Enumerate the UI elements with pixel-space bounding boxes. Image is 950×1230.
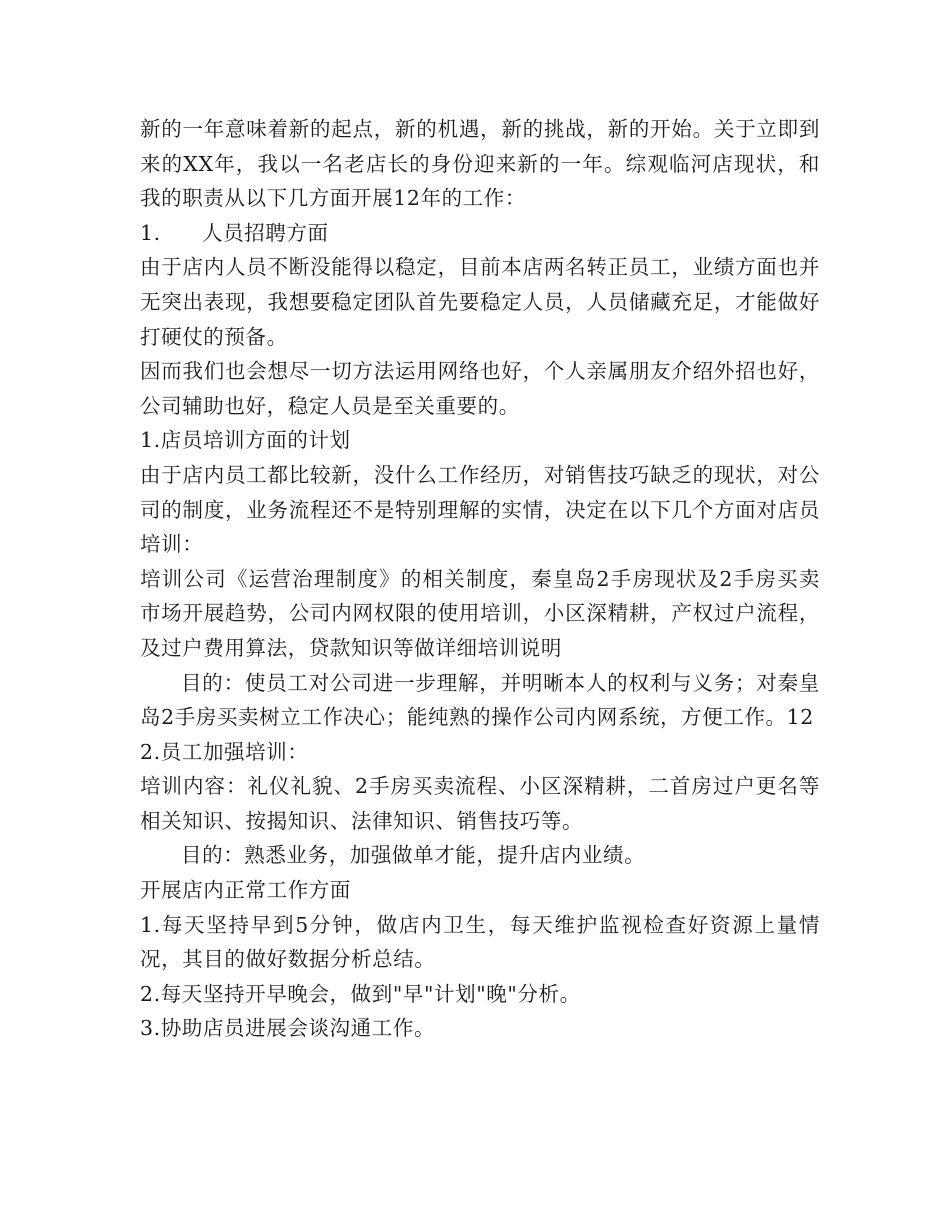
paragraph-training-goal: 目的：使员工对公司进一步理解，并明晰本人的权利与义务；对秦皇岛2手房买卖树立工作决心；能纯熟的操作公司内网系统，方便工作。12 [140, 670, 820, 730]
heading-daily-work: 开展店内正常工作方面 [140, 878, 351, 903]
paragraph-intro: 新的一年意味着新的起点，新的机遇，新的挑战，新的开始。关于立即到来的XX年，我以一名老店长的身份迎来新的一年。综观临河店现状，和我的职责从以下几方面开展12年的工作： [140, 117, 820, 211]
paragraph-enhanced-content: 培训内容：礼仪礼貌、2手房买卖流程、小区深精耕，二首房过户更名等相关知识、按揭知识、法律知识、销售技巧等。 [140, 774, 820, 833]
list-item-recruitment [140, 216, 820, 251]
heading-training-plan: 1.店员培训方面的计划 [140, 428, 351, 453]
heading-enhanced-training: 2.员工加强培训： [140, 739, 309, 764]
paragraph-enhanced-goal: 目的：熟悉业务，加强做单才能，提升店内业绩。 [181, 843, 646, 868]
list-item-text: 人员招聘方面 [202, 220, 329, 245]
paragraph-recruit-methods: 因而我们也会想尽一切方法运用网络也好，个人亲属朋友介绍外招也好，公司辅助也好，稳定人员是至关重要的。 [140, 359, 820, 418]
paragraph-training-content: 培训公司《运营治理制度》的相关制度，秦皇岛2手房现状及2手房买卖市场开展趋势，公司内网权限的使用培训，小区深精耕，产权过户流程，及过户费用算法，贷款知识等做详细培训说明 [140, 566, 820, 660]
paragraph-training-reason: 由于店内员工都比较新，没什么工作经历，对销售技巧缺乏的现状，对公司的制度，业务流程还不是特别理解的实情，决定在以下几个方面对店员培训： [140, 462, 820, 557]
list-item-number: 1. [140, 220, 161, 245]
document-body [140, 112, 820, 1046]
paragraph-daily-item-3: 3.协助店员进展会谈沟通工作。 [140, 1016, 436, 1041]
paragraph-daily-item-2: 2.每天坚持开早晚会，做到"早"计划"晚"分析。 [140, 981, 581, 1006]
paragraph-staff-stability: 由于店内人员不断没能得以稳定，目前本店两名转正员工，业绩方面也并无突出表现，我想要稳定团队首先要稳定人员，人员储藏充足，才能做好打硬仗的预备。 [140, 255, 820, 349]
paragraph-daily-item-1: 1.每天坚持早到5分钟，做店内卫生，每天维护监视检查好资源上量情况，其目的做好数据分析总结。 [140, 912, 820, 972]
